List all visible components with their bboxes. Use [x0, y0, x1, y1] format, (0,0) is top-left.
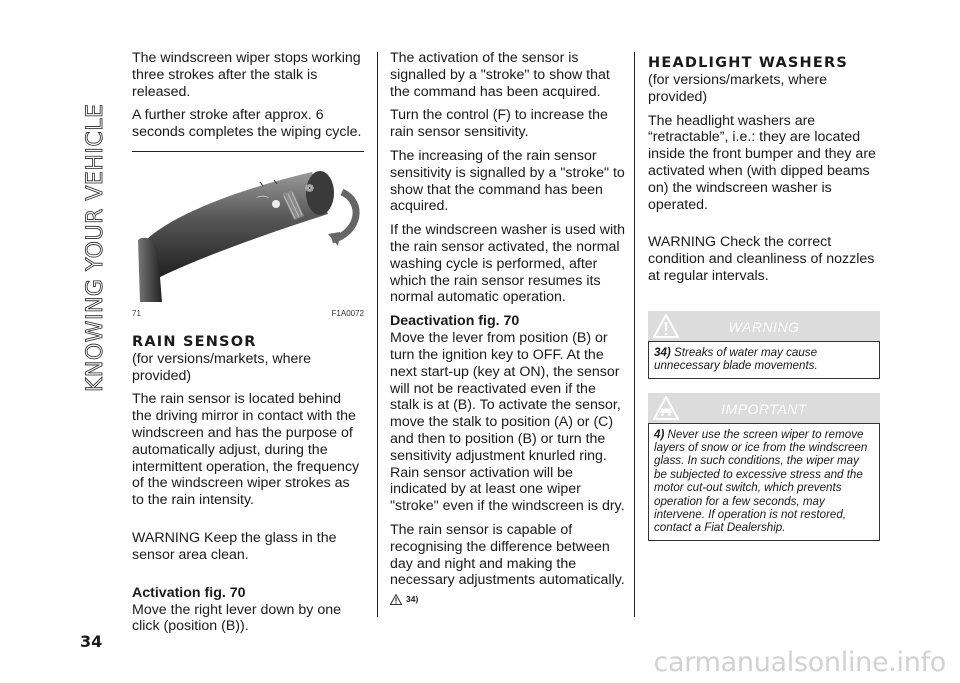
- paragraph: The increasing of the rain sensor sensitivity is signalled by a "stroke" to show that the command has been acquired.: [390, 147, 625, 215]
- warning-body: [648, 341, 880, 379]
- paragraph: Turn the control (F) to increase the rain sensor sensitivity.: [390, 107, 608, 141]
- paragraph: The headlight washers are “retractable”, i.e.: they are located inside the front bumper and they are activated when (with dipped beams on) the windscreen washer is operated.: [648, 112, 876, 213]
- column-1: [132, 50, 364, 642]
- paragraph: A further stroke after approx. 6 seconds completes the wiping cycle.: [132, 107, 362, 141]
- footnote-number: 34): [406, 594, 419, 605]
- wiper-stalk-illustration: [132, 152, 364, 302]
- paragraph: (for versions/markets, where provided): [648, 72, 827, 105]
- page-number: 34: [80, 632, 103, 651]
- column-3: [648, 50, 880, 541]
- paragraph: Move the lever from position (B) or turn the ignition key to OFF. At the next start-up (key at ON), the sensor will not be reactivated even if the stalk is at (B). To activate the sensor, move the stalk to position (A) or (C) and then to position (B) or turn the sensitivity adjustment knurled ring. Rain sensor activation will be indicated by at least one wiper "stroke" even if the windscreen is dry.: [390, 330, 625, 515]
- warning-number: 34): [654, 345, 671, 359]
- paragraph: If the windscreen washer is used with the rain sensor activated, the normal washing cycle is performed, after which the rain sensor resumes its normal automatic operation.: [390, 222, 625, 306]
- paragraph: (for versions/markets, where provided): [132, 350, 311, 384]
- warning-text: Streaks of water may cause unnecessary blade movements.: [654, 345, 818, 373]
- side-tab-title: KNOWING YOUR VEHICLE: [83, 103, 108, 392]
- footnote-reference: [390, 591, 626, 608]
- paragraph: The windscreen wiper stops working three strokes after the stalk is released.: [132, 50, 361, 100]
- subheading-deactivation: Deactivation fig. 70: [390, 313, 520, 330]
- svg-text:❁: ❁: [305, 181, 315, 195]
- important-label: IMPORTANT: [721, 400, 807, 417]
- section-heading-rain-sensor: RAIN SENSOR: [132, 333, 257, 350]
- paragraph: The rain sensor is capable of recognising the difference between day and night and making the necessary adjustments automatically.: [390, 521, 625, 589]
- important-number: 4): [654, 427, 665, 441]
- important-text: Never use the screen wiper to remove layers of snow or ice from the windscreen glass. In such conditions, the wiper may be subjected to excessive stress and the motor cut-out switch, which prevents operation for a few seconds, may intervene. If operation is not restored, contact a Fiat Dealership.: [654, 427, 868, 535]
- column-2: [390, 50, 626, 608]
- warning-triangle-icon: [390, 594, 402, 605]
- column-divider: [377, 52, 378, 617]
- paragraph: The rain sensor is located behind the driving mirror in contact with the windscreen and has the purpose of automatically adjust, during the intermittent operation, the frequency of the windscreen wiper strokes as to the rain intensity.: [132, 391, 360, 509]
- figure-wiper-stalk: [132, 151, 364, 310]
- warning-header: [648, 311, 880, 341]
- figure-code: F1A0072: [331, 308, 364, 318]
- paragraph: WARNING Check the correct condition and cleanliness of nozzles at regular intervals.: [648, 234, 875, 284]
- paragraph: The activation of the sensor is signalled by a "stroke" to show that the command has been acquired.: [390, 50, 610, 100]
- figure-number: 71: [132, 308, 141, 318]
- side-tab-graphic: [78, 40, 112, 400]
- paragraph: Move the right lever down by one click (position (B)).: [132, 601, 341, 635]
- warning-label: WARNING: [728, 318, 800, 335]
- column-divider: [634, 52, 635, 617]
- important-body: [648, 423, 880, 541]
- section-heading-headlight-washers: HEADLIGHT WASHERS: [648, 55, 848, 71]
- watermark: carmanualsonline.info: [653, 647, 946, 678]
- svg-text:⌒: ⌒: [256, 195, 270, 211]
- subheading-activation: Activation fig. 70: [132, 584, 246, 601]
- side-tab: [78, 40, 112, 400]
- paragraph: WARNING Keep the glass in the sensor area clean.: [132, 529, 337, 563]
- important-header: [648, 393, 880, 423]
